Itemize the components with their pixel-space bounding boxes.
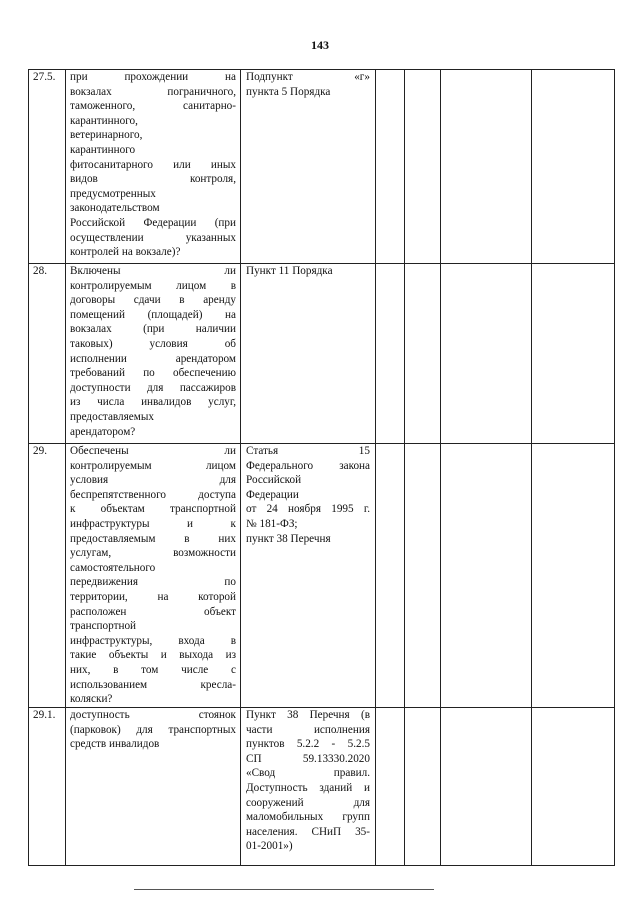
bottom-rule-divider — [134, 889, 434, 890]
checklist-table — [28, 69, 615, 866]
question-line: контролируемым лицом — [70, 459, 236, 472]
table-row — [29, 708, 615, 866]
basis-line: сооружений для — [246, 796, 370, 809]
answer-cell-not-applicable[interactable] — [441, 264, 532, 444]
legal-basis — [241, 264, 376, 444]
question-line: самостоятельного — [70, 561, 156, 574]
legal-basis — [241, 708, 376, 866]
basis-line: населения. СНиП 35- — [246, 825, 370, 838]
basis-line: «Свод правил. — [246, 767, 370, 780]
basis-line: Статья 15 — [246, 445, 370, 457]
basis-line: Пункт 38 Перечня (в — [246, 709, 370, 721]
answer-cell-yes[interactable] — [376, 70, 405, 264]
row-number: 29. — [29, 444, 66, 708]
question-line: Включены ли — [70, 265, 236, 277]
question-line: таковых) условия об — [70, 337, 236, 350]
question-line: условия для — [70, 474, 236, 487]
table-row — [29, 70, 615, 264]
question-line: коляски? — [70, 693, 113, 706]
question-line: беспрепятственного доступа — [70, 488, 236, 501]
question-text — [66, 708, 241, 866]
basis-line: части исполнения — [246, 723, 370, 736]
question-line: карантинного — [70, 143, 136, 156]
answer-cell-note[interactable] — [532, 708, 615, 866]
question-line: предусмотренных — [70, 187, 156, 200]
basis-line: Российской — [246, 474, 302, 487]
question-line: договоры сдачи в аренду — [70, 294, 236, 307]
table-row — [29, 444, 615, 708]
answer-cell-note[interactable] — [532, 444, 615, 708]
question-line: использованием кресла- — [70, 678, 236, 691]
question-line: услугам, возможности — [70, 547, 236, 560]
question-line: законодательством — [70, 202, 160, 215]
question-line: видов контроля, — [70, 173, 236, 186]
question-line: доступность стоянок — [70, 709, 236, 721]
question-line: передвижения по — [70, 576, 236, 589]
question-line: таможенного, санитарно- — [70, 100, 236, 113]
basis-line: СП 59.13330.2020 — [246, 752, 370, 765]
basis-line: 01-2001») — [246, 840, 293, 853]
question-line: вокзалах пограничного, — [70, 85, 236, 98]
answer-cell-yes[interactable] — [376, 708, 405, 866]
basis-line: Пункт 11 Порядка — [246, 265, 333, 277]
question-line: (парковок) для транспортных — [70, 723, 236, 736]
question-line: Российской Федерации (при — [70, 216, 236, 229]
legal-basis — [241, 70, 376, 264]
question-line: вокзалах (при наличии — [70, 323, 236, 336]
basis-line: Подпункт «г» — [246, 71, 370, 83]
answer-cell-note[interactable] — [532, 70, 615, 264]
question-line: из числа инвалидов услуг, — [70, 396, 236, 409]
answer-cell-no[interactable] — [405, 70, 441, 264]
question-line: инфраструктуры и к — [70, 517, 236, 530]
answer-cell-yes[interactable] — [376, 264, 405, 444]
question-line: помещений (площадей) на — [70, 308, 236, 321]
question-line: арендатором? — [70, 425, 136, 438]
answer-cell-no[interactable] — [405, 264, 441, 444]
question-line: доступности для пассажиров — [70, 381, 236, 394]
question-line: транспортной — [70, 620, 137, 633]
question-line: при прохождении на — [70, 71, 236, 83]
question-line: карантинного, — [70, 114, 138, 127]
question-line: предоставляемым в них — [70, 532, 236, 545]
question-line: контролей на вокзале)? — [70, 246, 181, 259]
question-line: территории, на которой — [70, 590, 236, 603]
basis-line: пункт 38 Перечня — [246, 532, 331, 545]
question-line: осуществлении указанных — [70, 231, 236, 244]
question-line: фитосанитарного или иных — [70, 158, 236, 171]
answer-cell-not-applicable[interactable] — [441, 70, 532, 264]
basis-line: от 24 ноября 1995 г. — [246, 503, 370, 516]
basis-line: Федерального закона — [246, 459, 370, 472]
table-row — [29, 264, 615, 444]
row-number: 27.5. — [29, 70, 66, 264]
question-text — [66, 264, 241, 444]
basis-line: пункта 5 Порядка — [246, 85, 331, 98]
question-line: расположен объект — [70, 605, 236, 618]
basis-line: Доступность зданий и — [246, 781, 370, 794]
basis-line: пунктов 5.2.2 - 5.2.5 — [246, 738, 370, 751]
question-line: такие объекты и выхода из — [70, 649, 236, 662]
question-line: к объектам транспортной — [70, 503, 236, 516]
question-line: Обеспечены ли — [70, 445, 236, 457]
answer-cell-no[interactable] — [405, 708, 441, 866]
question-line: требований по обеспечению — [70, 367, 236, 380]
row-number: 28. — [29, 264, 66, 444]
answer-cell-not-applicable[interactable] — [441, 708, 532, 866]
answer-cell-not-applicable[interactable] — [441, 444, 532, 708]
answer-cell-note[interactable] — [532, 264, 615, 444]
question-line: предоставляемых — [70, 410, 154, 423]
question-line: средств инвалидов — [70, 738, 160, 751]
legal-basis — [241, 444, 376, 708]
basis-line: № 181-ФЗ; — [246, 517, 298, 530]
question-line: инфраструктуры, входа в — [70, 634, 236, 647]
question-line: них, в том числе с — [70, 663, 236, 676]
answer-cell-no[interactable] — [405, 444, 441, 708]
answer-cell-yes[interactable] — [376, 444, 405, 708]
basis-line: Федерации — [246, 488, 299, 501]
basis-line: маломобильных групп — [246, 811, 370, 824]
question-text — [66, 70, 241, 264]
question-text — [66, 444, 241, 708]
row-number: 29.1. — [29, 708, 66, 866]
page-number: 143 — [311, 38, 329, 52]
question-line: исполнении арендатором — [70, 352, 236, 365]
question-line: ветеринарного, — [70, 129, 143, 142]
question-line: контролируемым лицом в — [70, 279, 236, 292]
